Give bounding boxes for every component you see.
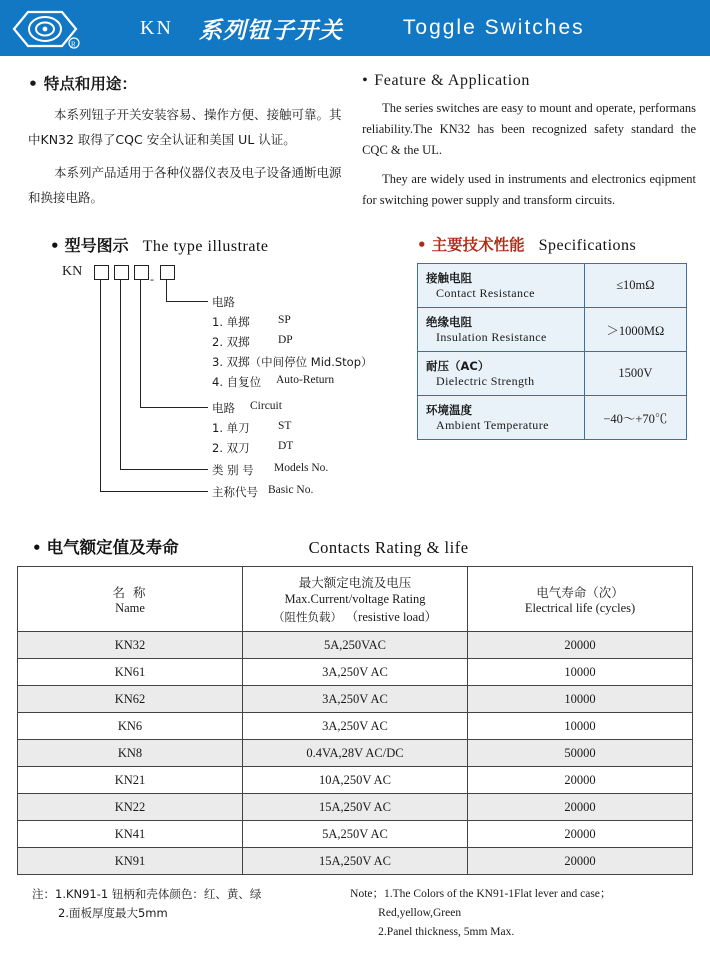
table-row bbox=[18, 686, 693, 713]
note-en-line-3: 2.Panel thickness, 5mm Max. bbox=[378, 926, 515, 938]
legend-circuit2-en: Circuit bbox=[250, 400, 282, 412]
type-illustrate-block bbox=[14, 233, 411, 510]
spec-row bbox=[418, 352, 687, 396]
table-header-row bbox=[18, 567, 693, 632]
table-row bbox=[18, 794, 693, 821]
table-row bbox=[18, 740, 693, 767]
leader-line-basic-v bbox=[100, 279, 101, 491]
header-series-en: Toggle Switches bbox=[402, 16, 585, 39]
leader-line-circuit2-v bbox=[140, 279, 141, 407]
legend-circuit2-cn: 电路 bbox=[212, 401, 235, 415]
spec-value: ≤10mΩ bbox=[584, 264, 686, 308]
type-illustrate-heading bbox=[50, 233, 411, 256]
column-header-rating-cn: 最大额定电流及电压 bbox=[298, 575, 412, 590]
specifications-block bbox=[411, 233, 696, 510]
leader-line-basic-h bbox=[100, 491, 208, 492]
legend-models-en: Models No. bbox=[274, 462, 329, 474]
legend-midstop-cn: 3. 双掷（中间停位 Mid.Stop） bbox=[212, 355, 373, 369]
code-dash: - bbox=[150, 272, 154, 286]
cell-life: 10000 bbox=[468, 713, 693, 740]
ratings-title-en: Contacts Rating & life bbox=[308, 538, 469, 557]
spec-value: 1500V bbox=[584, 352, 686, 396]
column-header-name-cn: 名 称 bbox=[112, 584, 148, 600]
legend-circuit-heading: 电路 bbox=[212, 295, 235, 309]
column-header-rating-sub-cn: （阻性负载） bbox=[273, 610, 343, 624]
intro-paragraph-cn-2: 本系列产品适用于各种仪器仪表及电子设备通断电源和换接电路。 bbox=[28, 165, 342, 205]
type-code-diagram bbox=[50, 262, 411, 510]
legend-models-cn: 类 别 号 bbox=[212, 463, 254, 477]
cell-life: 20000 bbox=[468, 632, 693, 659]
legend-st-en: ST bbox=[278, 420, 292, 432]
spec-label-cn: 耐压（AC） bbox=[426, 359, 490, 373]
spec-label-cn: 环境温度 bbox=[426, 403, 472, 417]
cell-rating: 10A,250V AC bbox=[243, 767, 468, 794]
legend-st-cn: 1. 单刀 bbox=[212, 421, 250, 435]
note-en-line-2: Red,yellow,Green bbox=[378, 907, 462, 919]
column-header-rating-en: Max.Current/voltage Rating bbox=[284, 592, 426, 606]
table-row bbox=[18, 821, 693, 848]
table-row bbox=[18, 632, 693, 659]
table-row bbox=[18, 767, 693, 794]
legend-basic-cn: 主称代号 bbox=[212, 485, 258, 499]
svg-text:R: R bbox=[71, 40, 76, 49]
cell-life: 20000 bbox=[468, 767, 693, 794]
cell-name: KN91 bbox=[18, 848, 243, 875]
legend-autoreturn-en: Auto-Return bbox=[276, 374, 335, 386]
column-header-rating-line2 bbox=[245, 607, 465, 625]
legend-dp-en: DP bbox=[278, 334, 293, 346]
column-header-name-en: Name bbox=[115, 600, 145, 615]
type-title-en: The type illustrate bbox=[142, 238, 269, 255]
column-header-rating bbox=[243, 567, 468, 632]
cell-name: KN62 bbox=[18, 686, 243, 713]
legend-dt-en: DT bbox=[278, 440, 294, 452]
spec-label-en: Contact Resistance bbox=[436, 286, 535, 300]
column-header-life bbox=[468, 567, 693, 632]
leader-line-circuit-v bbox=[166, 279, 167, 301]
spec-row bbox=[418, 396, 687, 440]
leader-line-circuit2-h bbox=[140, 407, 208, 408]
cell-rating: 5A,250VAC bbox=[243, 632, 468, 659]
column-header-name bbox=[18, 567, 243, 632]
legend-sp-cn: 1. 单掷 bbox=[212, 315, 250, 329]
spec-label-en: Dielectric Strength bbox=[436, 374, 535, 388]
column-header-life-en: Electrical life (cycles) bbox=[524, 600, 636, 615]
intro-title-cn: • 特点和用途： bbox=[28, 72, 352, 94]
spec-label-en: Insulation Resistance bbox=[436, 330, 547, 344]
spec-title-cn: • 主要技术性能 bbox=[417, 236, 525, 254]
page-content bbox=[0, 72, 710, 942]
type-title-cn: • 型号图示 bbox=[50, 236, 129, 255]
cell-life: 10000 bbox=[468, 686, 693, 713]
table-row bbox=[18, 713, 693, 740]
cell-rating: 3A,250V AC bbox=[243, 659, 468, 686]
column-header-rating-line1 bbox=[245, 573, 465, 607]
cell-life: 10000 bbox=[468, 659, 693, 686]
legend-basic-en: Basic No. bbox=[268, 484, 314, 496]
leader-line-models-h bbox=[120, 469, 208, 470]
header-kn-label: KN bbox=[140, 16, 173, 39]
spec-value: ＞1000MΩ bbox=[584, 308, 686, 352]
cell-rating: 0.4VA,28V AC/DC bbox=[243, 740, 468, 767]
page-header bbox=[0, 0, 710, 56]
spec-row bbox=[418, 308, 687, 352]
note-cn-line-1: 注：1.KN91-1 钮柄和壳体颜色：红、黄、绿 bbox=[32, 887, 262, 901]
cell-name: KN41 bbox=[18, 821, 243, 848]
ratings-table bbox=[17, 566, 693, 875]
cell-name: KN8 bbox=[18, 740, 243, 767]
code-box-4 bbox=[160, 265, 175, 280]
note-en-line-1: Note；1.The Colors of the KN91-1Flat lever and case； bbox=[350, 888, 612, 900]
intro-paragraph-cn-1: 本系列钮子开关安装容易、操作方便、接触可靠。其中KN32 取得了CQC 安全认证和美国 UL 认证。 bbox=[28, 107, 342, 147]
spec-label-cn: 接触电阻 bbox=[426, 271, 472, 285]
type-prefix-label: KN bbox=[62, 264, 83, 279]
spec-row bbox=[418, 264, 687, 308]
specifications-heading bbox=[411, 233, 696, 255]
leader-line-models-v bbox=[120, 279, 121, 469]
cell-name: KN61 bbox=[18, 659, 243, 686]
legend-autoreturn-cn: 4. 自复位 bbox=[212, 375, 262, 389]
intro-paragraph-en-2: They are widely used in instruments and electronics eqipment for switching power supply and transform circuits. bbox=[362, 172, 696, 207]
cell-rating: 3A,250V AC bbox=[243, 713, 468, 740]
code-box-1 bbox=[94, 265, 109, 280]
code-box-3 bbox=[134, 265, 149, 280]
cell-life: 20000 bbox=[468, 794, 693, 821]
leader-line-circuit-h bbox=[166, 301, 208, 302]
intro-section bbox=[14, 72, 696, 211]
cell-rating: 5A,250V AC bbox=[243, 821, 468, 848]
intro-chinese-column bbox=[14, 72, 352, 211]
intro-title-en: • Feature & Application bbox=[362, 72, 696, 90]
cell-life: 50000 bbox=[468, 740, 693, 767]
notes-section bbox=[14, 885, 696, 942]
spec-label-cn: 绝缘电阻 bbox=[426, 315, 472, 329]
legend-sp-en: SP bbox=[278, 314, 291, 326]
cell-rating: 15A,250V AC bbox=[243, 794, 468, 821]
cell-name: KN22 bbox=[18, 794, 243, 821]
table-row bbox=[18, 659, 693, 686]
cell-rating: 15A,250V AC bbox=[243, 848, 468, 875]
specifications-table bbox=[417, 263, 687, 440]
table-row bbox=[18, 848, 693, 875]
note-cn-line-2: 2.面板厚度最大5mm bbox=[58, 906, 168, 920]
notes-chinese bbox=[32, 885, 350, 942]
code-box-2 bbox=[114, 265, 129, 280]
legend-dt-cn: 2. 双刀 bbox=[212, 441, 250, 455]
intro-paragraph-en-1: The series switches are easy to mount and operate, performans reliability.The KN32 has been recognized safety standard the CQC & the UL. bbox=[362, 101, 696, 157]
spec-value: −40～+70℃ bbox=[584, 396, 686, 440]
middle-section bbox=[14, 233, 696, 510]
cell-life: 20000 bbox=[468, 821, 693, 848]
cell-name: KN21 bbox=[18, 767, 243, 794]
ratings-heading bbox=[14, 534, 696, 558]
header-series-cn: 系列钮子开关 bbox=[198, 17, 343, 44]
legend-dp-cn: 2. 双掷 bbox=[212, 335, 250, 349]
intro-english-column bbox=[352, 72, 696, 211]
spec-title-en: Specifications bbox=[538, 237, 637, 254]
cell-name: KN6 bbox=[18, 713, 243, 740]
ratings-title-cn: • 电气额定值及寿命 bbox=[32, 534, 179, 558]
brand-logo-icon bbox=[8, 8, 82, 48]
notes-english bbox=[350, 885, 678, 942]
spec-label-en: Ambient Temperature bbox=[436, 418, 549, 432]
cell-name: KN32 bbox=[18, 632, 243, 659]
cell-rating: 3A,250V AC bbox=[243, 686, 468, 713]
column-header-rating-sub-en: （resistive load） bbox=[345, 610, 437, 624]
column-header-life-cn: 电气寿命（次） bbox=[536, 584, 624, 600]
cell-life: 20000 bbox=[468, 848, 693, 875]
